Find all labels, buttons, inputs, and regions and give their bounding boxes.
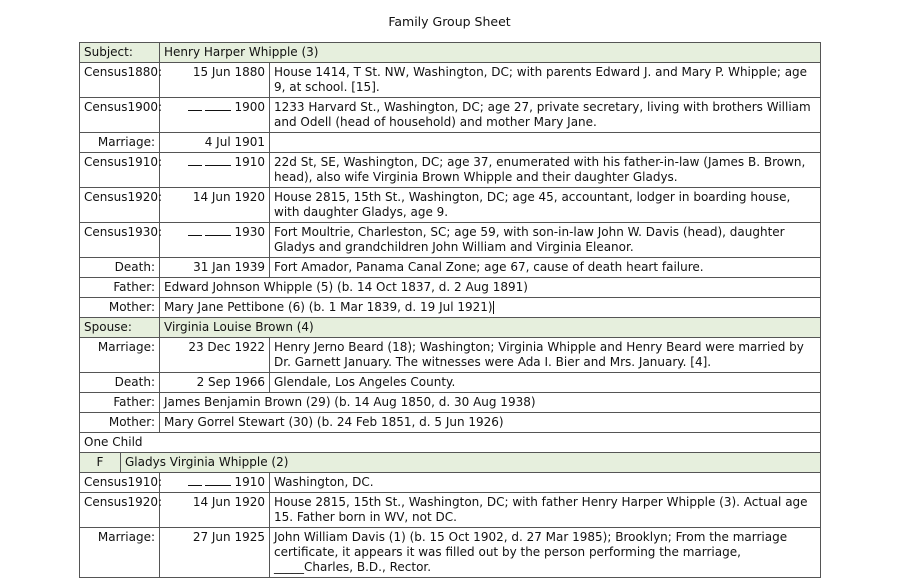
event-row bbox=[80, 98, 821, 133]
event-label: Death: bbox=[80, 258, 160, 278]
event-date: 27 Jun 1925 bbox=[160, 528, 270, 578]
spouse-father-text: James Benjamin Brown (29) (b. 14 Aug 1850, d. 30 Aug 1938) bbox=[160, 393, 821, 413]
document-title: Family Group Sheet bbox=[388, 14, 511, 29]
event-date: 31 Jan 1939 bbox=[160, 258, 270, 278]
event-row bbox=[80, 188, 821, 223]
event-date: 14 Jun 1920 bbox=[160, 493, 270, 528]
event-row bbox=[80, 153, 821, 188]
subject-row-label: Subject: bbox=[80, 43, 160, 63]
spouse-father-label: Father: bbox=[80, 393, 160, 413]
child-row bbox=[80, 453, 821, 473]
spouse-mother bbox=[80, 413, 821, 433]
event-text: Glendale, Los Angeles County. bbox=[270, 373, 821, 393]
event-row bbox=[80, 528, 821, 578]
event-text: Fort Amador, Panama Canal Zone; age 67, cause of death heart failure. bbox=[270, 258, 821, 278]
spouse-row-label: Spouse: bbox=[80, 318, 160, 338]
children-heading: One Child bbox=[80, 433, 821, 453]
subject-father bbox=[80, 278, 821, 298]
event-date: 4 Jul 1901 bbox=[160, 133, 270, 153]
event-row bbox=[80, 373, 821, 393]
spouse-mother-text: Mary Gorrel Stewart (30) (b. 24 Feb 1851, d. 5 Jun 1926) bbox=[160, 413, 821, 433]
event-text: Henry Jerno Beard (18); Washington; Virginia Whipple and Henry Beard were married by Dr. Garnett January. The witnesses were Ada I. Bier and Mrs. January. [4]. bbox=[270, 338, 821, 373]
event-text: Fort Moultrie, Charleston, SC; age 59, with son-in-law John W. Davis (head), daughter Gladys and grandchildren John William and Virginia Eleanor. bbox=[270, 223, 821, 258]
event-date: 1930 bbox=[160, 223, 270, 258]
subject-mother bbox=[80, 298, 821, 318]
children-heading-row bbox=[80, 433, 821, 453]
event-label: Census1920: bbox=[80, 493, 160, 528]
spouse-row bbox=[80, 318, 821, 338]
event-row bbox=[80, 493, 821, 528]
event-row bbox=[80, 223, 821, 258]
event-label: Census1900: bbox=[80, 98, 160, 133]
event-label: Census1910: bbox=[80, 473, 160, 493]
event-label: Marriage: bbox=[80, 338, 160, 373]
event-label: Marriage: bbox=[80, 528, 160, 578]
event-label: Census1930: bbox=[80, 223, 160, 258]
event-date: 15 Jun 1880 bbox=[160, 63, 270, 98]
subject-father-text: Edward Johnson Whipple (5) (b. 14 Oct 1837, d. 2 Aug 1891) bbox=[160, 278, 821, 298]
blank-day bbox=[188, 155, 202, 166]
event-row bbox=[80, 133, 821, 153]
subject-row bbox=[80, 43, 821, 63]
event-label: Death: bbox=[80, 373, 160, 393]
event-date: 1900 bbox=[160, 98, 270, 133]
subject-mother-label: Mother: bbox=[80, 298, 160, 318]
blank-month bbox=[205, 155, 231, 166]
spouse-father bbox=[80, 393, 821, 413]
event-label: Census1920: bbox=[80, 188, 160, 223]
event-date: 23 Dec 1922 bbox=[160, 338, 270, 373]
event-row bbox=[80, 258, 821, 278]
child-cell bbox=[80, 453, 821, 473]
event-row bbox=[80, 63, 821, 98]
subject-father-label: Father: bbox=[80, 278, 160, 298]
event-text: House 1414, T St. NW, Washington, DC; with parents Edward J. and Mary P. Whipple; age 9, at school. [15]. bbox=[270, 63, 821, 98]
event-date: 1910 bbox=[160, 473, 270, 493]
event-text bbox=[270, 133, 821, 153]
spouse-mother-label: Mother: bbox=[80, 413, 160, 433]
event-date: 1910 bbox=[160, 153, 270, 188]
event-text: 22d St, SE, Washington, DC; age 37, enumerated with his father-in-law (James B. Brown, head), also wife Virginia Brown Whipple and their daughter Gladys. bbox=[270, 153, 821, 188]
event-row bbox=[80, 338, 821, 373]
event-text: House 2815, 15th St., Washington, DC; age 45, accountant, lodger in boarding house, with daughter Gladys, age 9. bbox=[270, 188, 821, 223]
event-text: John William Davis (1) (b. 15 Oct 1902, d. 27 Mar 1985); Brooklyn; From the marriage certificate, it appears it was filled out by the person performing the marriage, _____Charles, B.D., Rector. bbox=[270, 528, 821, 578]
event-text: Washington, DC. bbox=[270, 473, 821, 493]
event-label: Marriage: bbox=[80, 133, 160, 153]
subject-mother-text: Mary Jane Pettibone (6) (b. 1 Mar 1839, d. 19 Jul 1921) bbox=[160, 298, 821, 318]
subject-row-name: Henry Harper Whipple (3) bbox=[160, 43, 821, 63]
family-group-table bbox=[79, 42, 821, 578]
text-cursor bbox=[493, 301, 494, 314]
event-date: 14 Jun 1920 bbox=[160, 188, 270, 223]
spouse-row-name: Virginia Louise Brown (4) bbox=[160, 318, 821, 338]
blank-day bbox=[188, 100, 202, 111]
event-text: 1233 Harvard St., Washington, DC; age 27, private secretary, living with brothers William and Odell (head of household) and mother Mary Jane. bbox=[270, 98, 821, 133]
blank-month bbox=[205, 225, 231, 236]
event-label: Census1880: bbox=[80, 63, 160, 98]
blank-month bbox=[205, 475, 231, 486]
event-text: House 2815, 15th St., Washington, DC; with father Henry Harper Whipple (3). Actual age 15. Father born in WV, not DC. bbox=[270, 493, 821, 528]
blank-day bbox=[188, 225, 202, 236]
child-sex: F bbox=[80, 453, 121, 472]
event-date: 2 Sep 1966 bbox=[160, 373, 270, 393]
child-name: Gladys Virginia Whipple (2) bbox=[121, 453, 821, 472]
blank-day bbox=[188, 475, 202, 486]
event-label: Census1910: bbox=[80, 153, 160, 188]
blank-month bbox=[205, 100, 231, 111]
event-row bbox=[80, 473, 821, 493]
